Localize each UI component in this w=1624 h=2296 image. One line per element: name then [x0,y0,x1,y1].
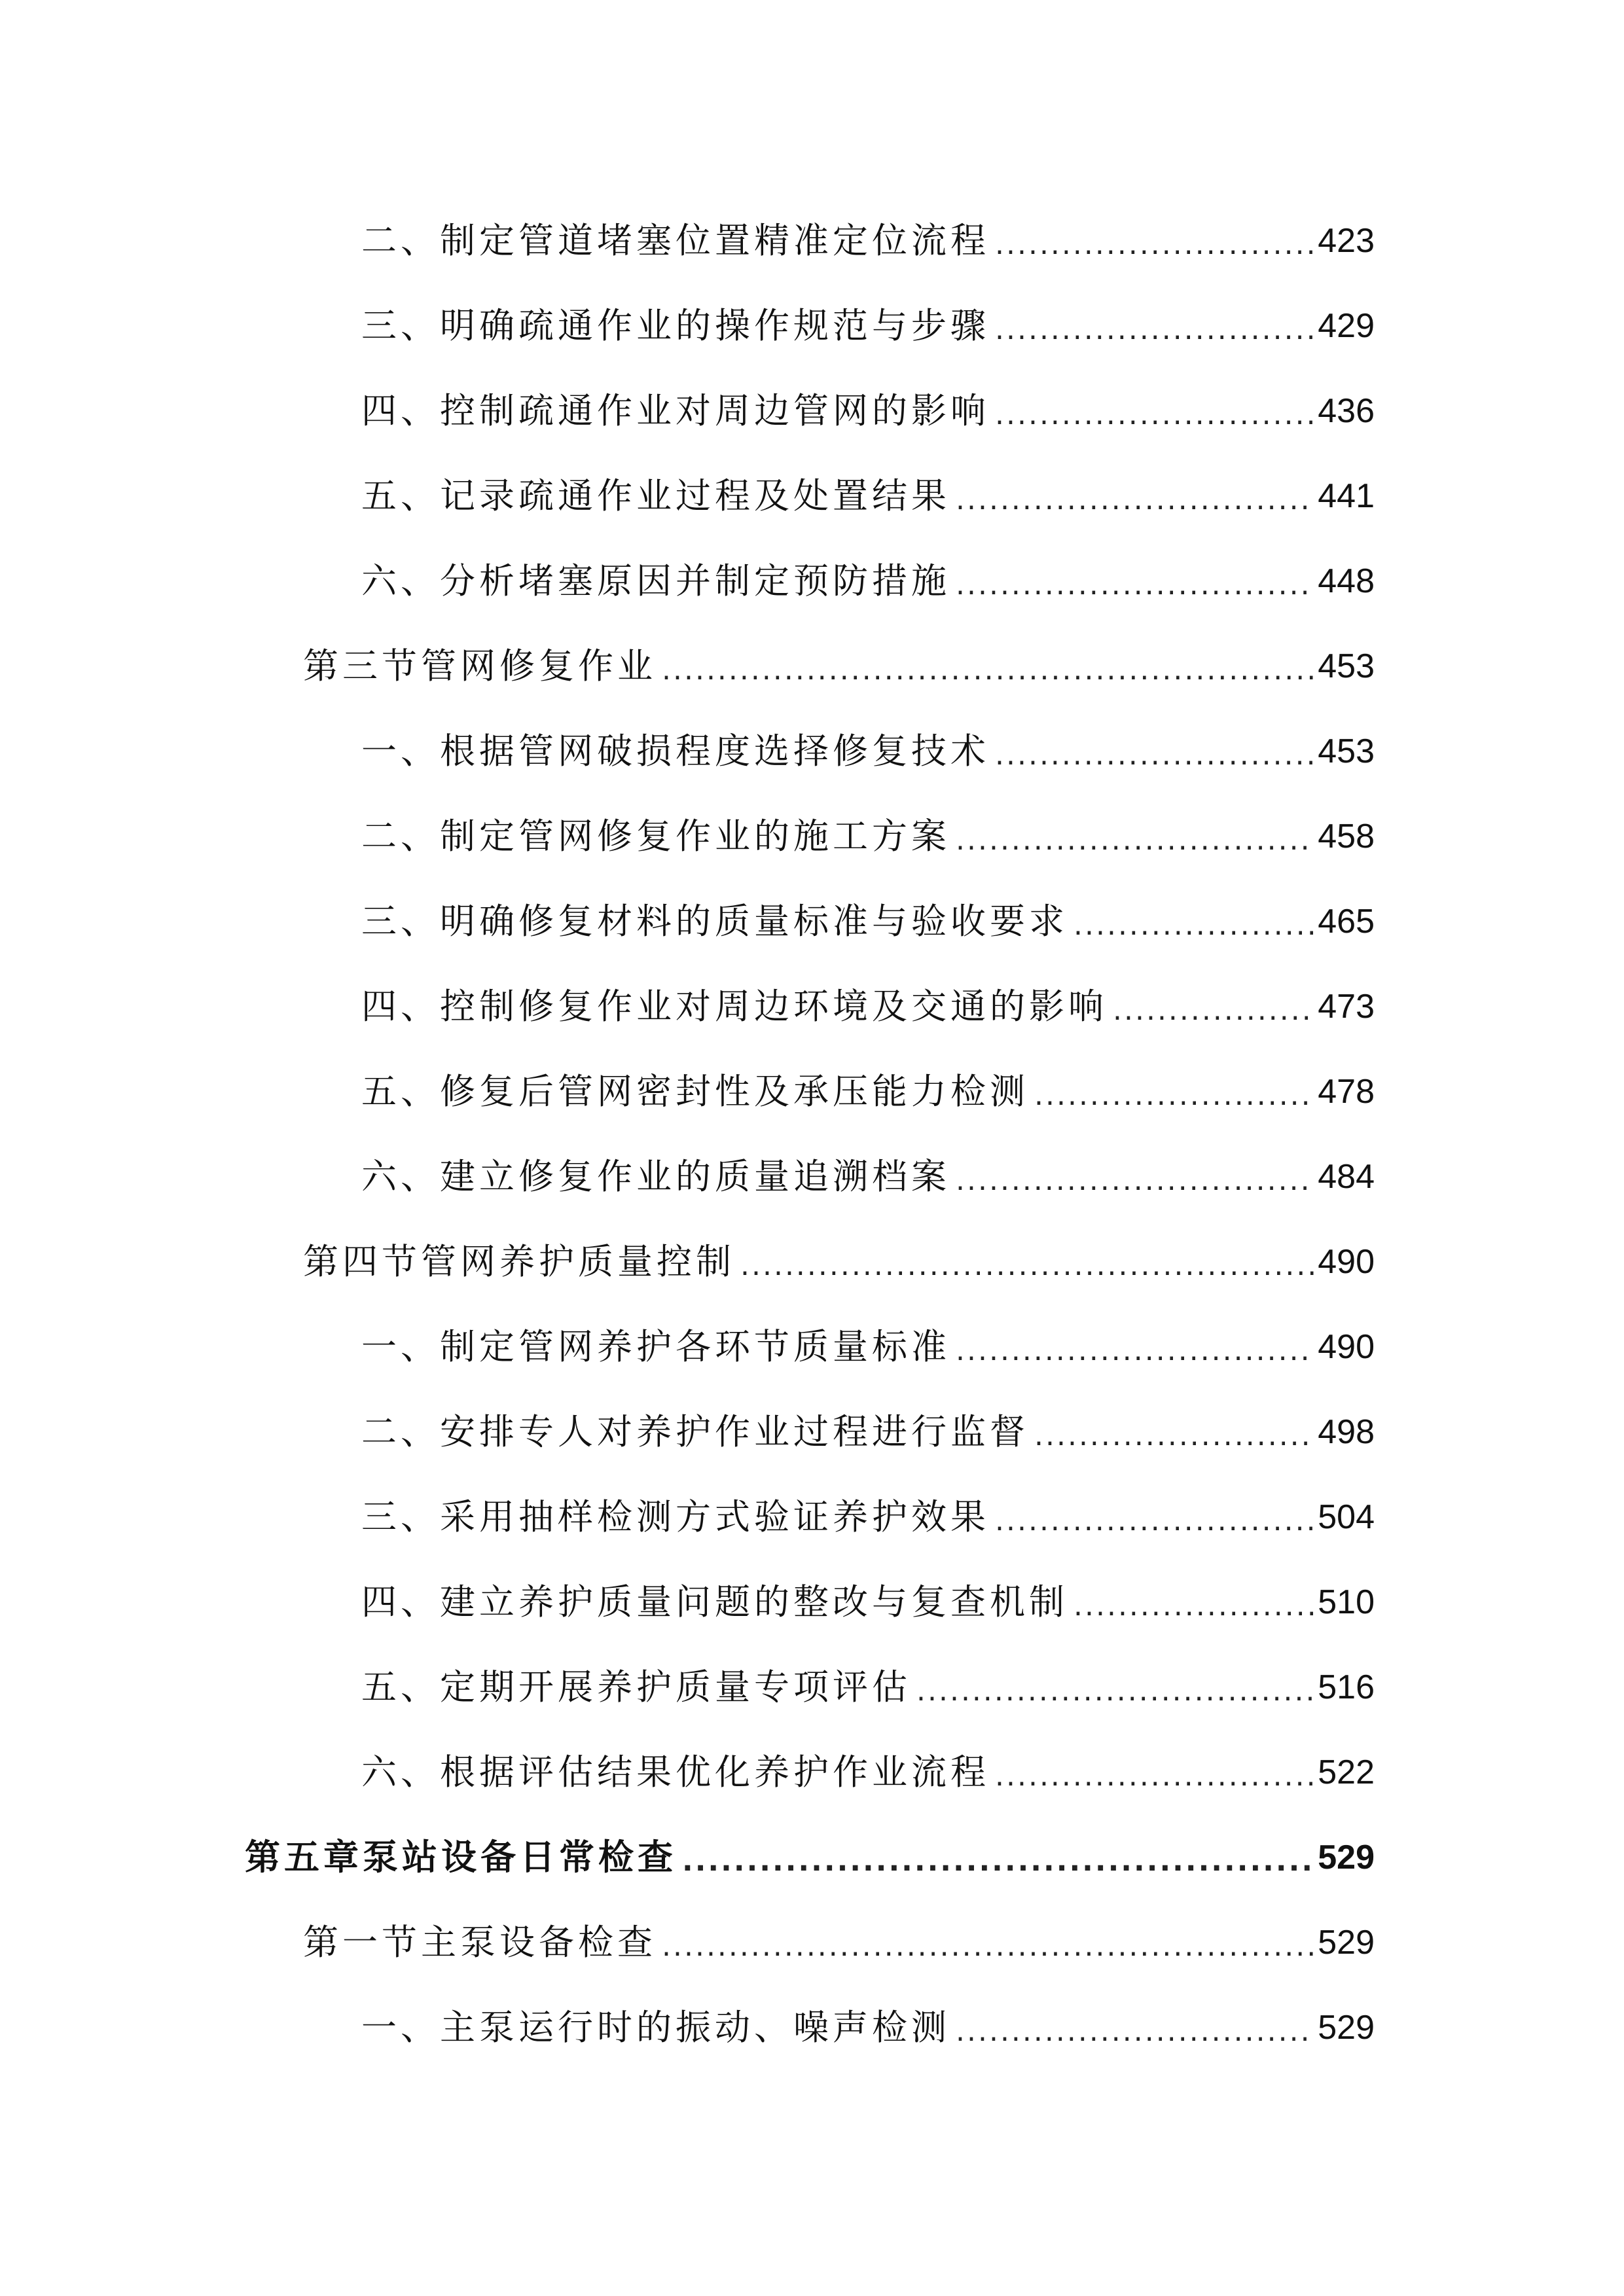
toc-entry[interactable] [361,980,1375,1033]
toc-entry-title: 第一节主泵设备检查 [303,1922,657,1963]
toc-section-entry[interactable] [303,1916,1375,1969]
toc-page-number: 448 [1318,562,1375,600]
toc-page-number: 453 [1318,732,1375,770]
toc-section-entry[interactable] [303,640,1375,692]
toc-entry[interactable] [361,2001,1375,2054]
toc-dot-leader [682,1842,1314,1884]
toc-dot-leader [956,565,1314,607]
toc-dot-leader [956,1161,1314,1203]
toc-page-number: 441 [1318,477,1375,515]
toc-entry[interactable] [361,1661,1375,1713]
toc-chapter-entry[interactable] [245,1831,1375,1884]
toc-entry[interactable] [361,300,1375,352]
toc-entry[interactable] [361,385,1375,437]
toc-page-number: 429 [1318,307,1375,345]
toc-dot-leader [1034,1076,1314,1118]
toc-entry-title: 六、分析堵塞原因并制定预防措施 [361,560,950,601]
toc-entry-title: 第三节管网修复作业 [303,645,657,687]
toc-entry-title: 一、制定管网养护各环节质量标准 [361,1326,950,1367]
toc-page-number: 465 [1318,903,1375,941]
toc-entry[interactable] [361,215,1375,267]
toc-dot-leader [1074,906,1314,948]
toc-page-number: 529 [1318,1839,1375,1876]
toc-entry-title: 第四节管网养护质量控制 [303,1241,735,1282]
toc-entry[interactable] [361,1576,1375,1628]
toc-dot-leader [740,1246,1314,1288]
toc-page-number: 529 [1318,2009,1375,2047]
toc-entry-title: 三、采用抽样检测方式验证养护效果 [361,1496,990,1537]
toc-entry[interactable] [361,1406,1375,1458]
toc-entry-title: 三、明确疏通作业的操作规范与步骤 [361,305,990,346]
toc-entry[interactable] [361,1491,1375,1543]
toc-page-number: 423 [1318,222,1375,260]
toc-page-number: 484 [1318,1158,1375,1196]
toc-entry-title: 一、主泵运行时的振动、噪声检测 [361,2007,950,2048]
toc-entry[interactable] [361,1151,1375,1203]
toc-entry-title: 六、根据评估结果优化养护作业流程 [361,1751,990,1793]
toc-dot-leader [916,1672,1314,1713]
toc-dot-leader [995,1501,1314,1543]
toc-entry-title: 四、建立养护质量问题的整改与复查机制 [361,1581,1068,1623]
toc-dot-leader [662,1927,1314,1969]
toc-entry-title: 六、建立修复作业的质量追溯档案 [361,1156,950,1197]
toc-entry[interactable] [361,725,1375,778]
toc-page-number: 504 [1318,1498,1375,1536]
toc-entry-title: 四、控制修复作业对周边环境及交通的影响 [361,986,1108,1027]
toc-entry[interactable] [361,810,1375,863]
toc-dot-leader [995,225,1314,267]
toc-page-number: 498 [1318,1413,1375,1451]
toc-entry[interactable] [361,555,1375,607]
toc-page-number: 478 [1318,1073,1375,1111]
toc-entry-title: 三、明确修复材料的质量标准与验收要求 [361,901,1068,942]
toc-entry-title: 第五章泵站设备日常检查 [245,1837,677,1878]
toc-dot-leader [995,1757,1314,1799]
toc-dot-leader [662,651,1314,692]
toc-dot-leader [956,480,1314,522]
toc-dot-leader [1034,1416,1314,1458]
toc-entry-title: 二、制定管道堵塞位置精准定位流程 [361,220,990,261]
toc-page-number: 529 [1318,1924,1375,1962]
toc-page-number: 516 [1318,1668,1375,1706]
toc-page-number: 490 [1318,1328,1375,1366]
toc-dot-leader [956,2012,1314,2054]
toc-entry-title: 五、记录疏通作业过程及处置结果 [361,475,950,516]
toc-entry[interactable] [361,1321,1375,1373]
toc-entry-title: 二、安排专人对养护作业过程进行监督 [361,1411,1029,1452]
toc-page-number: 490 [1318,1243,1375,1281]
toc-dot-leader [1074,1587,1314,1628]
toc-dot-leader [956,821,1314,863]
toc-section-entry[interactable] [303,1236,1375,1288]
toc-dot-leader [995,310,1314,352]
toc-dot-leader [1113,991,1314,1033]
toc-dot-leader [956,1331,1314,1373]
toc-page-number: 453 [1318,647,1375,685]
toc-entry-title: 五、定期开展养护质量专项评估 [361,1666,911,1708]
toc-entry-title: 四、控制疏通作业对周边管网的影响 [361,390,990,431]
toc-page-number: 522 [1318,1753,1375,1791]
toc-page-number: 436 [1318,392,1375,430]
toc-entry-title: 五、修复后管网密封性及承压能力检测 [361,1071,1029,1112]
toc-entry[interactable] [361,895,1375,948]
toc-dot-leader [995,736,1314,778]
toc-entry[interactable] [361,1066,1375,1118]
toc-page-number: 458 [1318,817,1375,855]
toc-entry-title: 二、制定管网修复作业的施工方案 [361,816,950,857]
toc-entry[interactable] [361,1746,1375,1799]
toc-page-number: 510 [1318,1583,1375,1621]
toc-entry-title: 一、根据管网破损程度选择修复技术 [361,730,990,772]
toc-page-number: 473 [1318,988,1375,1026]
toc-dot-leader [995,395,1314,437]
toc-entry[interactable] [361,470,1375,522]
